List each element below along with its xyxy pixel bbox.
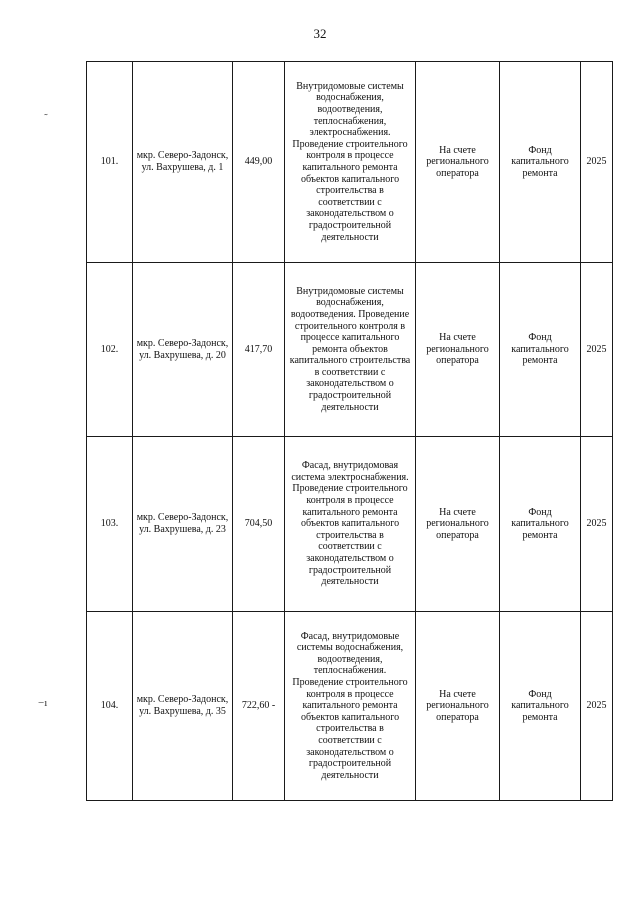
margin-mark: −ı <box>38 697 48 709</box>
area-cell: 449,00 <box>233 62 285 263</box>
funding-source-cell: Фонд капитального ремонта <box>500 612 581 801</box>
work-description-cell: Внутридомовые системы водоснабжения, водоотведения. Проведение строительного контроля в процессе капитального ремонта объектов капитального строительства в соответствии с законодательством о градостроительной деятельности <box>285 263 416 437</box>
work-description-cell: Внутридомовые системы водоснабжения, водоотведения, теплоснабжения, электроснабжения. Проведение строительного контроля в процессе капитального ремонта объектов капитального строительства в соответствии с законодательством о градостроительной деятельности <box>285 62 416 263</box>
table-row <box>87 62 613 263</box>
payment-method-cell: На счете регионального оператора <box>416 62 500 263</box>
page-number: 32 <box>313 26 327 41</box>
margin-mark: ˜ <box>44 112 48 124</box>
funding-source-cell: Фонд капитального ремонта <box>500 62 581 263</box>
year-cell: 2025 <box>581 437 613 612</box>
row-number: 101. <box>87 62 133 263</box>
year-cell: 2025 <box>581 612 613 801</box>
work-description-cell: Фасад, внутридомовые системы водоснабжения, водоотведения, теплоснабжения. Проведение строительного контроля в процессе капитального ремонта объектов капитального строительства в соответствии с законодательством о градостроительной деятельности <box>285 612 416 801</box>
payment-method-cell: На счете регионального оператора <box>416 263 500 437</box>
work-description-cell: Фасад, внутридомовая система электроснабжения. Проведение строительного контроля в процессе капитального ремонта объектов капитального строительства в соответствии с законодательством о градостроительной деятельности <box>285 437 416 612</box>
row-number: 103. <box>87 437 133 612</box>
year-cell: 2025 <box>581 62 613 263</box>
row-number: 102. <box>87 263 133 437</box>
funding-source-cell: Фонд капитального ремонта <box>500 263 581 437</box>
row-number: 104. <box>87 612 133 801</box>
address-cell: мкр. Северо-Задонск, ул. Вахрушева, д. 20 <box>133 263 233 437</box>
address-cell: мкр. Северо-Задонск, ул. Вахрушева, д. 35 <box>133 612 233 801</box>
year-cell: 2025 <box>581 263 613 437</box>
area-cell: 704,50 <box>233 437 285 612</box>
area-cell: 417,70 <box>233 263 285 437</box>
table-row <box>87 612 613 801</box>
address-cell: мкр. Северо-Задонск, ул. Вахрушева, д. 1 <box>133 62 233 263</box>
funding-source-cell: Фонд капитального ремонта <box>500 437 581 612</box>
table-row <box>87 263 613 437</box>
payment-method-cell: На счете регионального оператора <box>416 612 500 801</box>
area-cell: 722,60 - <box>233 612 285 801</box>
address-cell: мкр. Северо-Задонск, ул. Вахрушева, д. 23 <box>133 437 233 612</box>
table-row <box>87 437 613 612</box>
repair-program-table <box>86 61 613 801</box>
payment-method-cell: На счете регионального оператора <box>416 437 500 612</box>
